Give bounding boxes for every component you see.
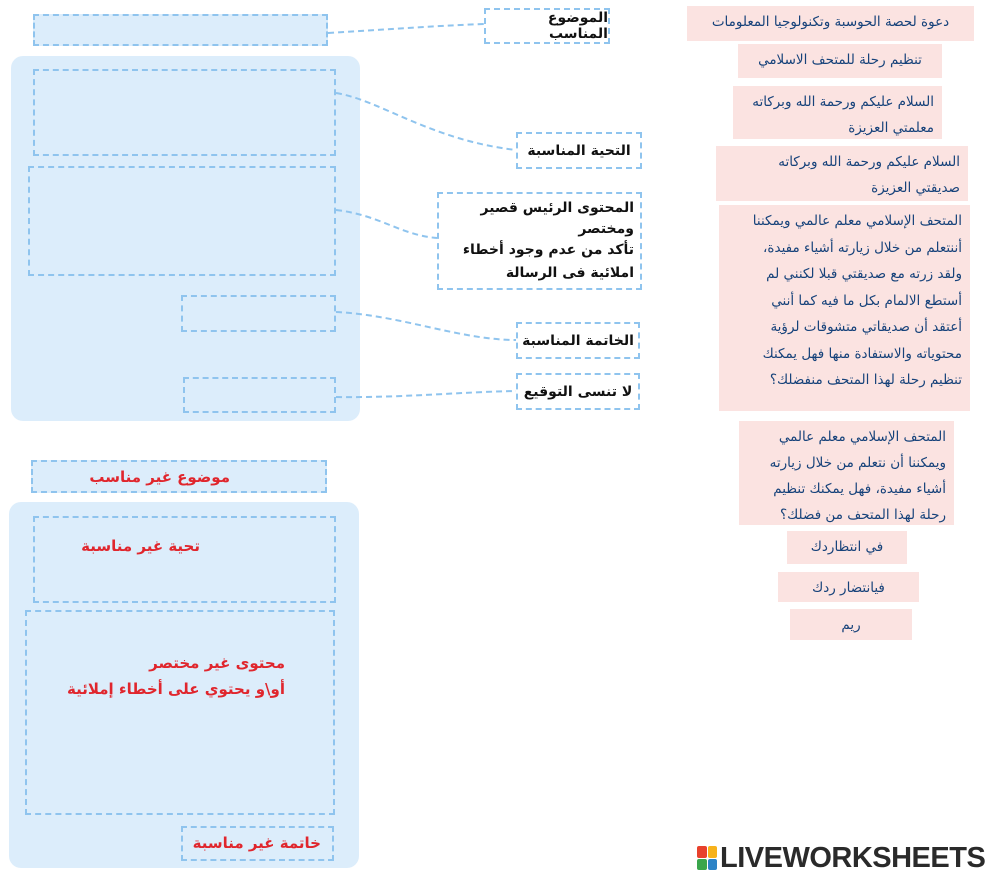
- wrong-subject-text: موضوع غير مناسب: [89, 468, 230, 486]
- label-content-line: المحتوى الرئيس قصير: [480, 200, 634, 216]
- card-signature-option[interactable]: [790, 609, 912, 640]
- logo-text: LIVEWORKSHEETS: [720, 841, 986, 874]
- card-line: أعتقد أن صديقاتي متشوقات لرؤية: [770, 319, 962, 335]
- card-content-option-1[interactable]: [719, 205, 970, 411]
- wrong-closing-text: خاتمة غير مناسبة: [192, 834, 321, 852]
- connector-content: [336, 210, 437, 238]
- label-closing[interactable]: الخاتمة المناسبة: [516, 322, 640, 359]
- card-line: أننتعلم من خلال زيارته أشياء مفيدة،: [763, 239, 962, 256]
- connector-closing: [336, 312, 516, 340]
- connector-subject: [328, 24, 484, 33]
- label-content[interactable]: [437, 192, 642, 290]
- label-content-line: ومختصر: [578, 221, 634, 237]
- card-line: ريم: [841, 617, 861, 633]
- card-subject-option-2[interactable]: [738, 44, 942, 78]
- card-line: ويمكننا أن نتعلم من خلال زيارته: [769, 455, 946, 471]
- wrong-content-line: محتوى غير مختصر: [149, 654, 285, 672]
- card-line: معلمتي العزيزة: [848, 120, 934, 136]
- card-line: السلام عليكم ورحمة الله وبركاته: [752, 94, 934, 110]
- card-closing-option-1[interactable]: [787, 531, 907, 564]
- card-line: في انتظاردك: [810, 539, 884, 555]
- card-line: تنظيم رحلة للمتحف الاسلامي: [758, 52, 922, 68]
- card-line: تنظيم رحلة لهذا المتحف منفضلك؟: [769, 372, 962, 388]
- card-closing-option-2[interactable]: [778, 572, 919, 602]
- card-line: صديقتي العزيزة: [871, 180, 960, 196]
- card-greeting-option-1[interactable]: [733, 86, 942, 139]
- logo-mark-icon: [697, 846, 717, 870]
- card-line: المتحف الإسلامي معلم عالمي: [778, 429, 946, 445]
- card-greeting-option-2[interactable]: [716, 146, 968, 201]
- connector-signature: [336, 391, 516, 397]
- connector-greeting: [336, 93, 516, 150]
- card-line: المتحف الإسلامي معلم عالمي ويمكننا: [752, 213, 962, 229]
- liveworksheets-logo: [697, 842, 985, 874]
- card-line: ولقد زرته مع صديقتي قبلا لكنني لم: [766, 266, 962, 282]
- wrong-greeting-text: تحية غير مناسبة: [81, 537, 200, 555]
- card-line: أستطع الالمام بكل ما فيه كما أنني: [771, 292, 962, 309]
- card-line: فيانتضار ردك: [812, 580, 885, 596]
- card-line: رحلة لهذا المتحف من فضلك؟: [779, 507, 946, 523]
- card-line: أشياء مفيدة، فهل يمكنك تنظيم: [773, 481, 946, 497]
- card-line: دعوة لحصة الحوسبة وتكنولوجيا المعلومات: [711, 14, 950, 30]
- label-content-line: تأكد من عدم وجود أخطاء: [462, 242, 634, 258]
- wrong-content-line: أو\و يحتوي على أخطاء إملائية: [67, 680, 285, 698]
- label-content-line: املائية فى الرسالة: [505, 265, 634, 281]
- label-subject[interactable]: الموضوع المناسب: [484, 8, 610, 44]
- card-content-option-2[interactable]: [739, 421, 954, 525]
- card-subject-option-1[interactable]: [687, 6, 974, 41]
- label-greeting[interactable]: التحية المناسبة: [516, 132, 642, 169]
- card-line: محتوياته والاستفادة منها فهل يمكنك: [762, 345, 962, 362]
- card-line: السلام عليكم ورحمة الله وبركاته: [778, 154, 960, 170]
- label-signature[interactable]: لا تنسى التوقيع: [516, 373, 640, 410]
